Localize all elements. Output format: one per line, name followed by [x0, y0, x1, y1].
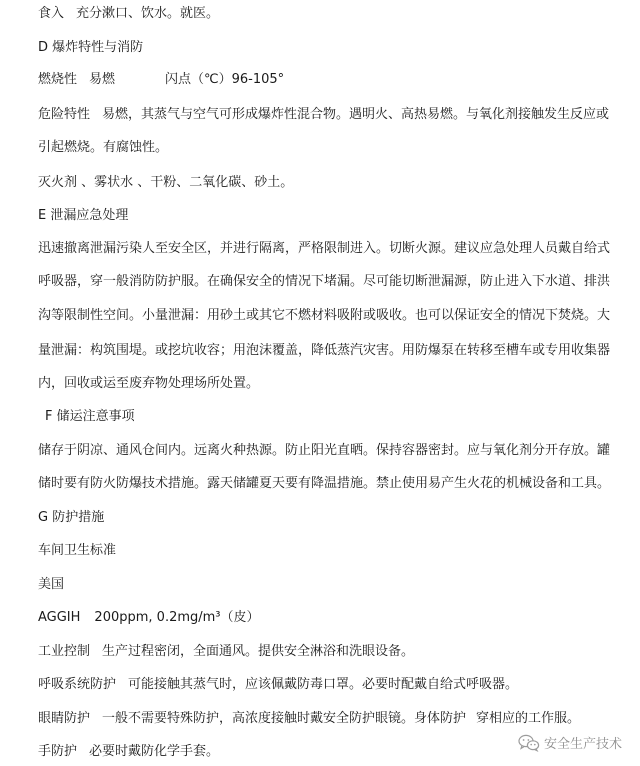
text: 必要时戴防化学手套。	[89, 744, 220, 759]
section-heading	[38, 409, 135, 425]
heading-text: E 泄漏应急处理	[38, 208, 129, 223]
text-line	[38, 376, 259, 392]
text: 穿相应的工作服。	[476, 711, 581, 726]
text-line	[38, 644, 414, 660]
text: 储时要有防火防爆技术措施。露天储罐夏天要有降温措施。禁止使用易产生火花的机械设备和工具。	[38, 476, 611, 491]
heading-text: G 防护措施	[38, 510, 105, 525]
text-line	[38, 308, 610, 324]
text-line	[38, 6, 219, 22]
heading-text: D 爆炸特性与消防	[38, 40, 144, 55]
label: 危险特性	[38, 107, 91, 122]
text-line	[38, 543, 116, 559]
text-line	[38, 343, 610, 359]
text-line	[38, 443, 610, 459]
section-heading	[38, 208, 128, 224]
label: 呼吸系统防护	[38, 677, 117, 692]
text: 迅速撤离泄漏污染人至安全区，并进行隔离，严格限制进入。切断火源。建议应急处理人员戴自给式	[38, 241, 611, 256]
text: 引起燃烧。有腐蚀性。	[38, 140, 169, 155]
text: 充分漱口、饮水。就医。	[76, 6, 220, 21]
text: 沟等限制性空间。小量泄漏：用砂土或其它不燃材料吸附或吸收。也可以保证安全的情况下焚烧。大	[38, 308, 611, 323]
section-heading	[38, 40, 143, 56]
text-line	[38, 577, 64, 593]
heading-text: F 储运注意事项	[45, 409, 135, 424]
text: 灭火剂 、雾状水 、干粉、二氧化碳、砂土。	[38, 175, 294, 190]
value: 200ppm, 0.2mg/m³（皮）	[94, 610, 260, 625]
text: 呼吸器，穿一般消防防护服。在确保安全的情况下堵漏。尽可能切断泄漏源，防止进入下水道、排洪	[38, 274, 611, 289]
section-heading	[38, 510, 104, 526]
text-line	[38, 175, 293, 191]
text-line	[38, 711, 580, 727]
text-line	[38, 140, 168, 156]
text: 一般不需要特殊防护，高浓度接触时戴安全防护眼镜。身体防护	[102, 711, 467, 726]
text: 量泄漏：构筑围堤。或挖坑收容；用泡沫覆盖，降低蒸汽灾害。用防爆泵在转移至槽车或专用收集器	[38, 343, 611, 358]
text: 易燃，其蒸气与空气可形成爆炸性混合物。遇明火、高热易燃。与氧化剂接触发生反应或	[102, 107, 610, 122]
value: 易燃	[89, 72, 116, 87]
text-line	[38, 107, 609, 123]
text: 美国	[38, 577, 65, 592]
label: 燃烧性	[38, 72, 78, 87]
wechat-icon	[518, 734, 540, 752]
watermark	[518, 733, 622, 752]
text: 车间卫生标准	[38, 543, 117, 558]
flash-point: 闪点（℃）96-105°	[165, 72, 285, 87]
text-line	[38, 744, 219, 760]
watermark-text: 安全生产技术	[543, 737, 622, 752]
text: 储存于阴凉、通风仓间内。远离火种热源。防止阳光直晒。保持容器密封。应与氧化剂分开存放。罐	[38, 443, 611, 458]
text-line	[38, 610, 260, 626]
label: AGGIH	[38, 610, 81, 625]
text-line	[38, 476, 610, 492]
label: 眼睛防护	[38, 711, 91, 726]
text: 可能接触其蒸气时，应该佩戴防毒口罩。必要时配戴自给式呼吸器。	[128, 677, 519, 692]
text-line	[38, 72, 284, 88]
label: 食入	[38, 6, 65, 21]
text-line	[38, 274, 610, 290]
text: 生产过程密闭，全面通风。提供安全淋浴和洗眼设备。	[102, 644, 415, 659]
label: 手防护	[38, 744, 78, 759]
text-line	[38, 677, 518, 693]
label: 工业控制	[38, 644, 91, 659]
text-line	[38, 241, 610, 257]
text: 内，回收或运至废弃物处理场所处置。	[38, 376, 260, 391]
